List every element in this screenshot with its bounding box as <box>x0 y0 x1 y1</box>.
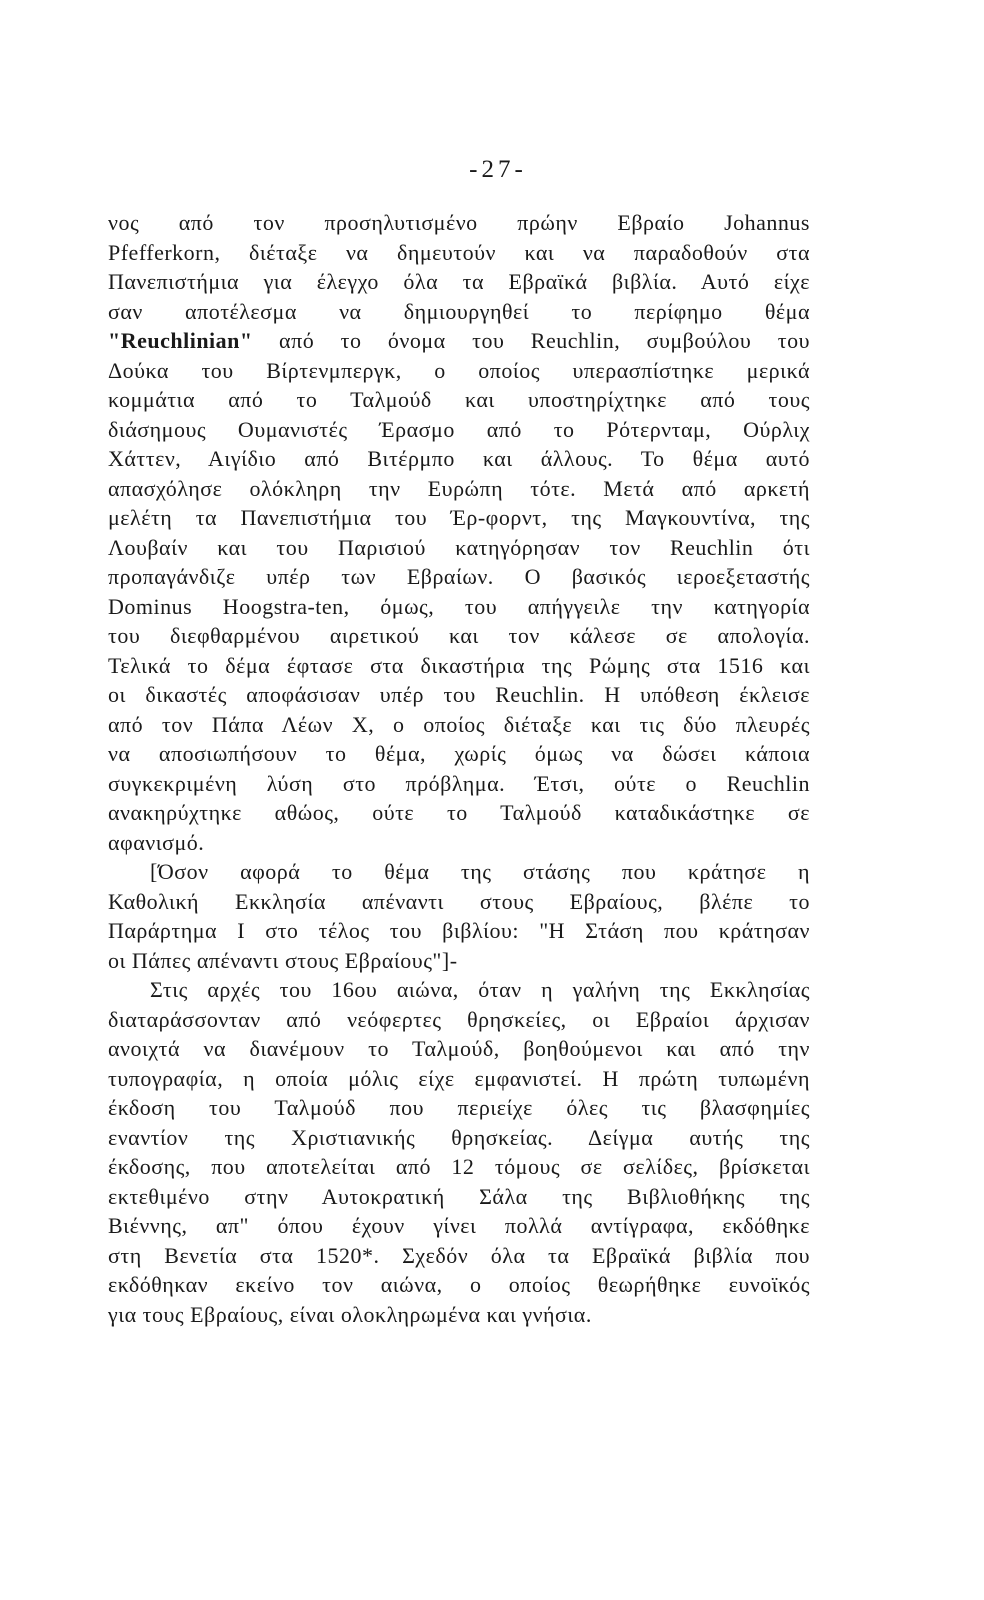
text-line <box>108 857 810 887</box>
text-line-content: από τον Πάπα Λέων Χ, ο οποίος διέταξε και τις δύο πλευρές <box>108 711 810 737</box>
text-line <box>108 1300 810 1330</box>
text-line <box>108 1034 810 1064</box>
text-line-content: Χάττεν, Αιγίδιο από Βιτέρμπο και άλλους. Το θέμα αυτό <box>108 446 810 471</box>
text-line <box>108 415 810 445</box>
text-line-content: διαταράσσονταν από νεόφερτες θρησκείες, οι Εβραίοι άρχισαν <box>108 1006 810 1032</box>
text-line <box>108 1005 810 1035</box>
text-line-content: στη Βενετία στα 1520*. Σχεδόν όλα τα Εβραϊκά βιβλία που <box>108 1242 810 1268</box>
text-line-content: αφανισμό. <box>108 829 205 855</box>
text-line-content: να αποσιωπήσουν το θέμα, χωρίς όμως να δώσει κάποια <box>108 741 810 766</box>
text-line <box>108 356 810 386</box>
text-line <box>108 562 810 592</box>
text-line-content: Λουβαίν και του Παρισιού κατηγόρησαν τον Reuchlin ότι <box>108 534 810 560</box>
text-line <box>108 1123 810 1153</box>
text-line <box>108 887 810 917</box>
text-line <box>108 1270 810 1300</box>
text-line-content: ανακηρύχτηκε αθώος, ούτε το Ταλμούδ καταδικάστηκε σε <box>108 800 810 825</box>
text-line-content: νος από τον προσηλυτισμένο πρώην Εβραίο Johannus <box>108 210 810 235</box>
text-line <box>108 916 810 946</box>
page-number: -27- <box>469 156 527 183</box>
text-line <box>108 238 810 268</box>
text-line-content: Παράρτημα Ι στο τέλος του βιβλίου: "Η Στάση που κράτησαν <box>108 918 810 943</box>
text-line <box>108 828 810 858</box>
text-line <box>108 533 810 563</box>
text-line <box>108 267 810 297</box>
text-line <box>108 385 810 415</box>
text-line-content: από το όνομα του Reuchlin, συμβούλου του <box>252 328 810 353</box>
text-line <box>108 621 810 651</box>
text-line-content: Dominus Hoogstra-ten, όμως, του απήγγειλε την κατηγορία <box>108 593 810 619</box>
text-line-content: ανοιχτά να διανέμουν το Ταλμούδ, βοηθούμενοι και από την <box>108 1036 810 1061</box>
text-line-content: έκδοσης, που αποτελείται από 12 τόμους σε σελίδες, βρίσκεται <box>108 1154 810 1179</box>
text-line-content: [Όσον αφορά το θέμα της στάσης που κράτησε η <box>150 859 810 884</box>
text-line <box>108 946 810 976</box>
text-line-content: Καθολική Εκκλησία απέναντι στους Εβραίους, βλέπε το <box>108 888 810 914</box>
text-line <box>108 1152 810 1182</box>
text-line <box>108 592 810 622</box>
text-line-content: Στις αρχές του 16ου αιώνα, όταν η γαλήνη της Εκκλησίας <box>150 977 810 1002</box>
text-line-content: Βιέννης, απ" όπου έχουν γίνει πολλά αντίγραφα, εκδόθηκε <box>108 1213 810 1238</box>
text-line-content: οι δικαστές αποφάσισαν υπέρ του Reuchlin. Η υπόθεση έκλεισε <box>108 682 810 707</box>
text-line-content: τυπογραφία, η οποία μόλις είχε εμφανιστεί. Η πρώτη τυπωμένη <box>108 1065 810 1091</box>
text-line-content: διάσημους Ουμανιστές Έρασμο από το Ρότερνταμ, Ούρλιχ <box>108 416 810 442</box>
text-line-content: του διεφθαρμένου αιρετικού και τον κάλεσε σε απολογία. <box>108 623 810 648</box>
text-line-content: σαν αποτέλεσμα να δημιουργηθεί το περίφημο θέμα <box>108 298 810 324</box>
text-line <box>108 503 810 533</box>
text-line <box>108 710 810 740</box>
text-line-content: προπαγάνδιζε υπέρ των Εβραίων. Ο βασικός ιεροεξεταστής <box>108 564 810 589</box>
text-line-content: εκτεθιμένο στην Αυτοκρατική Σάλα της Βιβλιοθήκης της <box>108 1183 810 1209</box>
text-line <box>108 651 810 681</box>
text-line <box>108 326 810 356</box>
text-line <box>108 474 810 504</box>
text-line <box>108 297 810 327</box>
text-line <box>108 680 810 710</box>
text-line <box>108 1241 810 1271</box>
text-line <box>108 975 810 1005</box>
text-line-content: Pfefferkorn, διέταξε να δημευτούν και να παραδοθούν στα <box>108 239 810 265</box>
bold-term: "Reuchlinian" <box>108 328 253 353</box>
text-line-content: εκδόθηκαν εκείνο τον αιώνα, ο οποίος θεωρήθηκε ευνοϊκός <box>108 1272 810 1297</box>
text-line <box>108 1211 810 1241</box>
text-line <box>108 1182 810 1212</box>
text-line-content: Πανεπιστήμια για έλεγχο όλα τα Εβραϊκά βιβλία. Αυτό είχε <box>108 269 810 294</box>
text-line-content: συγκεκριμένη λύση στο πρόβλημα. Έτσι, ούτε ο Reuchlin <box>108 770 810 796</box>
text-line <box>108 769 810 799</box>
text-line-content: οι Πάπες απέναντι στους Εβραίους"]- <box>108 947 458 973</box>
text-line <box>108 798 810 828</box>
text-line-content: απασχόλησε ολόκληρη την Ευρώπη τότε. Μετά από αρκετή <box>108 475 810 501</box>
text-line <box>108 1064 810 1094</box>
text-line-content: εναντίον της Χριστιανικής θρησκείας. Δείγμα αυτής της <box>108 1124 810 1150</box>
text-line <box>108 444 810 474</box>
text-line-content: Δούκα του Βίρτενμπεργκ, ο οποίος υπερασπίστηκε μερικά <box>108 357 810 383</box>
text-line-content: κομμάτια από το Ταλμούδ και υποστηρίχτηκε από τους <box>108 387 810 412</box>
body-text <box>108 208 810 1329</box>
text-line-content: Τελικά το δέμα έφτασε στα δικαστήρια της Ρώμης στα 1516 και <box>108 652 810 678</box>
text-line <box>108 739 810 769</box>
text-line-content: για τους Εβραίους, είναι ολοκληρωμένα και γνήσια. <box>108 1301 592 1327</box>
text-line <box>108 1093 810 1123</box>
text-line <box>108 208 810 238</box>
text-line-content: μελέτη τα Πανεπιστήμια του Έρ-φορντ, της Μαγκουντίνα, της <box>108 505 810 530</box>
text-line-content: έκδοση του Ταλμούδ που περιείχε όλες τις βλασφημίες <box>108 1095 810 1120</box>
